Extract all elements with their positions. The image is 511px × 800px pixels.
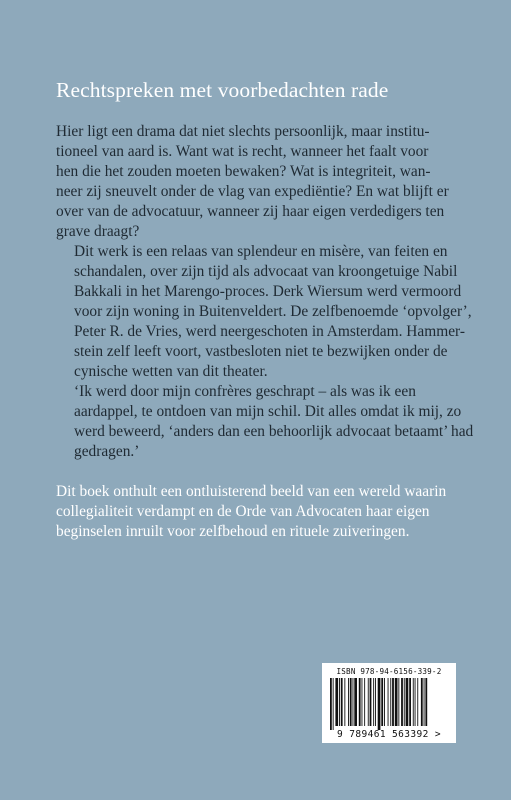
blurb-line: beginselen inruilt voor zelfbehoud en rituele zuiveringen. <box>56 523 410 540</box>
barcode-bar <box>409 678 411 726</box>
barcode-bar <box>344 678 345 726</box>
text-line: voor zijn woning in Buitenveldert. De zelfbenoemde ‘opvolger’, <box>74 303 472 320</box>
barcode-bar <box>413 678 414 726</box>
barcode-bar <box>330 678 332 730</box>
barcode-bar <box>384 678 385 726</box>
barcode-bar <box>417 678 418 726</box>
barcode-bar <box>339 678 340 726</box>
text-line: schandalen, over zijn tijd als advocaat van kroongetuige Nabil <box>74 263 458 280</box>
text-line: stein zelf leeft voort, vastbesloten niet te bezwijken onder de <box>74 343 448 360</box>
isbn-label: ISBN 978-94-6156-339-2 <box>336 667 442 676</box>
barcode-bar <box>333 678 334 730</box>
barcode-bar <box>406 678 409 726</box>
barcode-bar <box>425 678 427 726</box>
text-line: cynische wetten van dit theater. <box>74 363 268 380</box>
cover-title: Rechtspreken met voorbedachten rade <box>56 78 389 102</box>
blurb-text <box>56 482 476 542</box>
blurb-line: collegialiteit verdampt en de Orde van Advocaten haar eigen <box>56 503 430 520</box>
barcode-bar <box>354 678 357 726</box>
barcode-digits: 9 789461 563392 > <box>336 729 442 740</box>
barcode-bar <box>404 678 405 726</box>
text-line: Dit werk is een relaas van splendeur en misère, van feiten en <box>74 243 448 260</box>
barcode-bar <box>424 678 425 726</box>
barcode-bar <box>388 678 389 726</box>
barcode-bar <box>381 678 383 726</box>
text-line: werd beweerd, ‘anders dan een behoorlijk advocaat betaamt’ had <box>74 423 474 440</box>
barcode-bar <box>390 678 391 726</box>
text-line: Hier ligt een drama dat niet slechts persoonlijk, maar institu- <box>56 123 430 140</box>
text-line: gedragen.’ <box>74 443 140 460</box>
paragraph-3 <box>56 382 476 462</box>
barcode-bar <box>350 678 352 726</box>
barcode-bar <box>335 678 338 726</box>
text-line: hen die het zouden moeten bewaken? Wat is integriteit, wan- <box>56 163 431 180</box>
barcode-bar <box>378 678 381 730</box>
paragraph-1 <box>56 122 476 242</box>
text-line: Peter R. de Vries, werd neergeschoten in Amsterdam. Hammer- <box>74 323 465 340</box>
blurb-line: Dit boek onthult een ontluisterend beeld van een wereld waarin <box>56 483 447 500</box>
barcode-bar <box>421 678 423 726</box>
barcode-bar <box>341 678 343 726</box>
barcode-bar <box>368 678 369 726</box>
text-line: Bakkali in het Marengo-proces. Derk Wiersum werd vermoord <box>74 283 462 300</box>
barcode-bar <box>398 678 399 726</box>
paragraph-2 <box>56 242 476 382</box>
barcode-bar <box>395 678 398 726</box>
text-line: grave draagt? <box>56 223 140 240</box>
barcode-bar <box>373 678 374 726</box>
main-text <box>56 122 476 462</box>
barcode-bar <box>362 678 363 726</box>
text-line: ‘Ik werd door mijn confrères geschrapt – als was ik een <box>74 383 416 400</box>
barcode-bar <box>392 678 394 726</box>
text-line: aardappel, te ontdoen van mijn schil. Dit alles omdat ik mij, zo <box>74 403 462 420</box>
barcode-bar <box>364 678 365 726</box>
text-line: neer zij sneuvelt onder de vlag van expediëntie? En wat blijft er <box>56 183 449 200</box>
barcode-bar <box>415 678 416 726</box>
text-line: tioneel van aard is. Want wat is recht, wanneer het faalt voor <box>56 143 429 160</box>
barcode-bar <box>359 678 361 726</box>
barcode-bar <box>375 678 376 726</box>
barcode-bar <box>370 678 372 726</box>
barcode-bar <box>401 678 403 726</box>
text-line: over van de advocatuur, wanneer zij haar eigen verdedigers ten <box>56 203 445 220</box>
barcode-bar <box>353 678 354 726</box>
isbn-barcode <box>322 663 456 743</box>
barcode-bars <box>328 678 450 730</box>
barcode-bar <box>348 678 349 726</box>
